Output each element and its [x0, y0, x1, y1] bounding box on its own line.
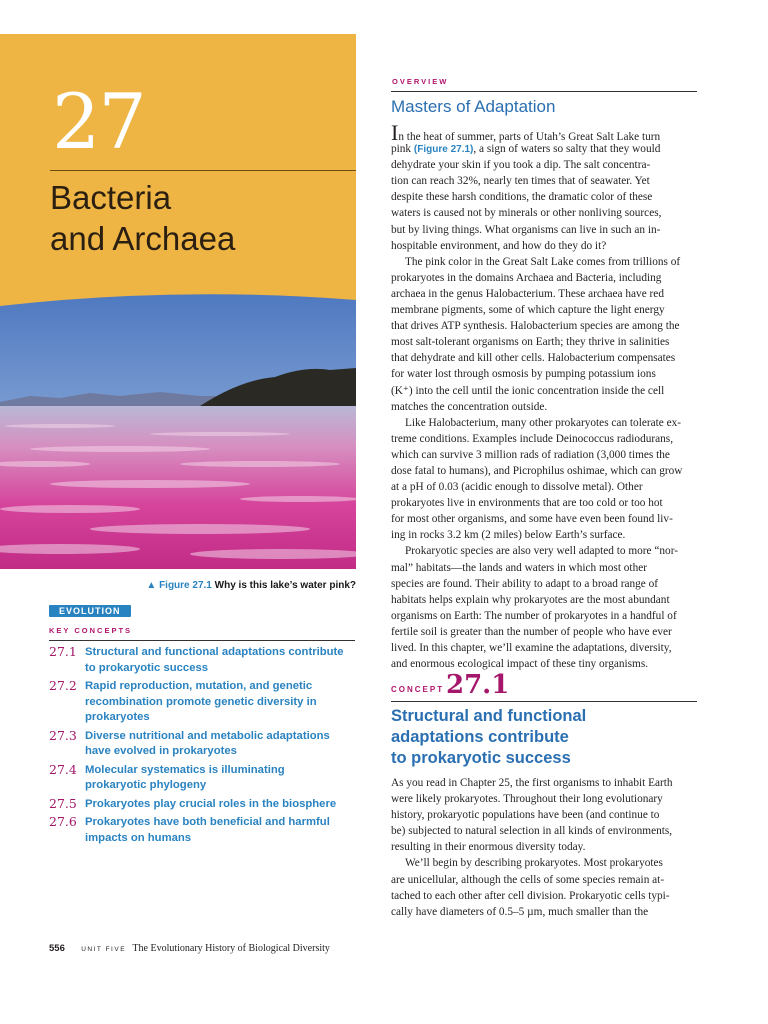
body-line: The pink color in the Great Salt Lake comes from trillions of — [405, 255, 681, 268]
body-line: tached to each other after cell division. Prokaryotic cells typi- — [391, 889, 670, 902]
key-concept-line: have evolved in prokaryotes — [85, 745, 237, 757]
body-line: lived. In this chapter, we’ll examine the adaptations, diversity, — [391, 642, 672, 654]
concept-title-line: to prokaryotic success — [391, 749, 571, 767]
body-line-text: pink — [391, 143, 414, 156]
body-line: were likely prokaryotes. Throughout their long evolutionary — [391, 793, 663, 806]
key-concepts-list — [49, 645, 359, 849]
key-concept-line: to prokaryotic success — [85, 661, 209, 674]
body-line: at a pH of 0.03 (acidic enough to dissolve metal). Other — [391, 481, 643, 494]
body-line: despite these harsh conditions, the dramatic color of these — [391, 191, 653, 204]
body-line: tion can reach 32%, nearly ten times that of seawater. Yet — [391, 175, 650, 188]
concept-label: CONCEPT — [391, 685, 445, 694]
key-concept-item — [49, 815, 359, 846]
body-line: which can survive 3 million rads of radiation (3,000 times the — [391, 448, 670, 461]
key-concept-line: impacts on humans — [85, 831, 192, 844]
key-concept-line: Molecular systematics is illuminating — [85, 763, 285, 776]
body-line: fertile soil is greater than the number of people who have ever — [391, 625, 672, 638]
body-line: be) subjected to natural selection in all kinds of environments, — [391, 825, 673, 838]
key-concept-line: prokaryotes — [85, 711, 150, 723]
body-line: organisms on Earth: The number of prokaryotes in a handful of — [391, 609, 677, 622]
overview-title: Masters of Adaptation — [391, 97, 556, 116]
key-concept-number: 27.3 — [49, 727, 77, 743]
body-line: but by living things. What organisms can live in such an in- — [391, 223, 661, 236]
concept-title — [391, 706, 586, 769]
concept-divider — [391, 701, 697, 702]
body-line-text: , a sign of waters so salty that they would — [473, 143, 661, 156]
key-concept-line: Rapid reproduction, mutation, and genetic — [85, 680, 313, 692]
figure-label: Figure 27.1 — [159, 580, 212, 591]
body-line: archaea in the genus Halobacterium. These archaea have red — [391, 287, 664, 300]
key-concept-text — [85, 797, 359, 813]
key-concept-item — [49, 679, 359, 726]
chapter-number: 27 — [52, 77, 145, 166]
body-line: Prokaryotic species are also very well adapted to more “nor- — [405, 545, 678, 558]
key-concept-line: Prokaryotes have both beneficial and harmful — [85, 816, 330, 828]
body-line: treme conditions. Examples include Deinococcus radiodurans, — [391, 432, 674, 445]
evolution-badge: EVOLUTION — [49, 605, 131, 617]
body-line: dose fatal to humans), and Picrophilus oshimae, which can grow — [391, 464, 683, 477]
concept-title-line: Structural and functional — [391, 707, 587, 725]
body-line: cally have diameters of 0.5–5 µm, much smaller than the — [391, 905, 649, 918]
body-line: resulting in their enormous diversity today. — [391, 841, 586, 854]
figure-reference[interactable]: (Figure 27.1) — [413, 144, 474, 156]
key-concepts-label: KEY CONCEPTS — [49, 626, 133, 635]
unit-label: UNIT FIVE — [81, 946, 127, 953]
body-line — [391, 141, 697, 157]
key-concept-item — [49, 797, 359, 813]
key-concept-number: 27.6 — [49, 814, 77, 829]
chapter-title-line: Bacteria — [50, 179, 172, 216]
key-concept-number: 27.4 — [49, 761, 77, 777]
body-line: history, prokaryotic populations have been (and continue to — [391, 809, 660, 822]
body-line: (K⁺) into the cell until the ionic concentration inside the cell — [391, 384, 665, 397]
body-line: dehydrate your skin if you took a dip. The salt concentra- — [391, 159, 651, 172]
key-concept-item — [49, 729, 359, 760]
key-concept-text — [85, 645, 359, 676]
body-line: hospitable environment, and how do they do it? — [391, 239, 607, 252]
overview-label: OVERVIEW — [392, 77, 449, 86]
body-line-text: n the heat of summer, parts of Utah’s Great Salt Lake turn — [398, 131, 661, 143]
key-concept-text — [85, 679, 359, 726]
body-line: ing in rocks 3.2 km (2 miles) below Earth’s surface. — [391, 529, 626, 542]
body-line: for water lost through osmosis by pumping potassium ions — [391, 368, 656, 381]
key-concept-text — [85, 815, 359, 846]
key-concept-line: Structural and functional adaptations contribute — [85, 646, 344, 658]
body-line: prokaryotes in the domains Archaea and Bacteria, including — [391, 271, 662, 284]
body-line: Like Halobacterium, many other prokaryotes can tolerate ex- — [405, 416, 682, 429]
key-concept-text — [85, 763, 359, 794]
drop-cap: I — [391, 120, 399, 145]
overview-divider — [391, 91, 697, 92]
lake-photo — [0, 34, 356, 569]
body-line: habitats helps explain why prokaryotes are the most abundant — [391, 593, 670, 606]
body-line: and enormous ecological impact of these tiny organisms. — [391, 658, 649, 671]
key-concept-text — [85, 729, 359, 760]
body-line: prokaryotes live in environments that are too cold or too hot — [391, 497, 663, 510]
chapter-title-line: and Archaea — [50, 220, 236, 257]
page-number: 556 — [49, 943, 65, 954]
key-concepts-divider — [49, 640, 355, 641]
chapter-header — [0, 34, 356, 569]
key-concept-line: Diverse nutritional and metabolic adaptations — [85, 729, 330, 742]
figure-caption — [128, 580, 356, 591]
key-concept-line: Prokaryotes play crucial roles in the biosphere — [85, 797, 337, 810]
body-line: species are found. Their ability to adapt to a broad range of — [391, 577, 659, 590]
page-footer — [49, 943, 330, 954]
body-line: As you read in Chapter 25, the first organisms to inhabit Earth — [391, 777, 673, 789]
concept-title-line: adaptations contribute — [391, 728, 569, 746]
unit-title: The Evolutionary History of Biological Diversity — [132, 943, 330, 954]
body-line: matches the concentration outside. — [391, 400, 548, 413]
body-line: We’ll begin by describing prokaryotes. Most prokaryotes — [405, 857, 663, 870]
concept-number: 27.1 — [446, 670, 510, 700]
body-line: mal” habitats—the lands and waters in which most other — [391, 561, 648, 574]
overview-body — [391, 120, 697, 672]
body-line: for most other organisms, and some have even been found liv- — [391, 513, 673, 526]
key-concept-item — [49, 763, 359, 794]
figure-caption-text: Why is this lake’s water pink? — [214, 580, 356, 591]
key-concept-number: 27.2 — [49, 678, 77, 693]
triangle-icon: ▲ — [146, 580, 157, 591]
body-line: membrane pigments, some of which capture the light energy — [391, 304, 665, 317]
key-concept-line: prokaryotic phylogeny — [85, 779, 207, 791]
body-line: waters is caused not by minerals or other nonliving sources, — [391, 207, 662, 220]
body-line: that drives ATP synthesis. Halobacterium species are among the — [391, 320, 680, 333]
body-line — [391, 120, 697, 145]
body-line: that dehydrate and kill other cells. Halobacterium compensates — [391, 352, 676, 365]
key-concept-number: 27.5 — [49, 795, 77, 811]
key-concept-item — [49, 645, 359, 676]
key-concept-line: recombination promote genetic diversity in — [85, 695, 317, 708]
body-line: most salt-tolerant organisms on Earth; they thrive in salinities — [391, 336, 670, 349]
concept-body — [391, 775, 697, 920]
key-concept-number: 27.1 — [49, 644, 77, 659]
body-line: are unicellular, although the cells of some species remain at- — [391, 873, 665, 886]
